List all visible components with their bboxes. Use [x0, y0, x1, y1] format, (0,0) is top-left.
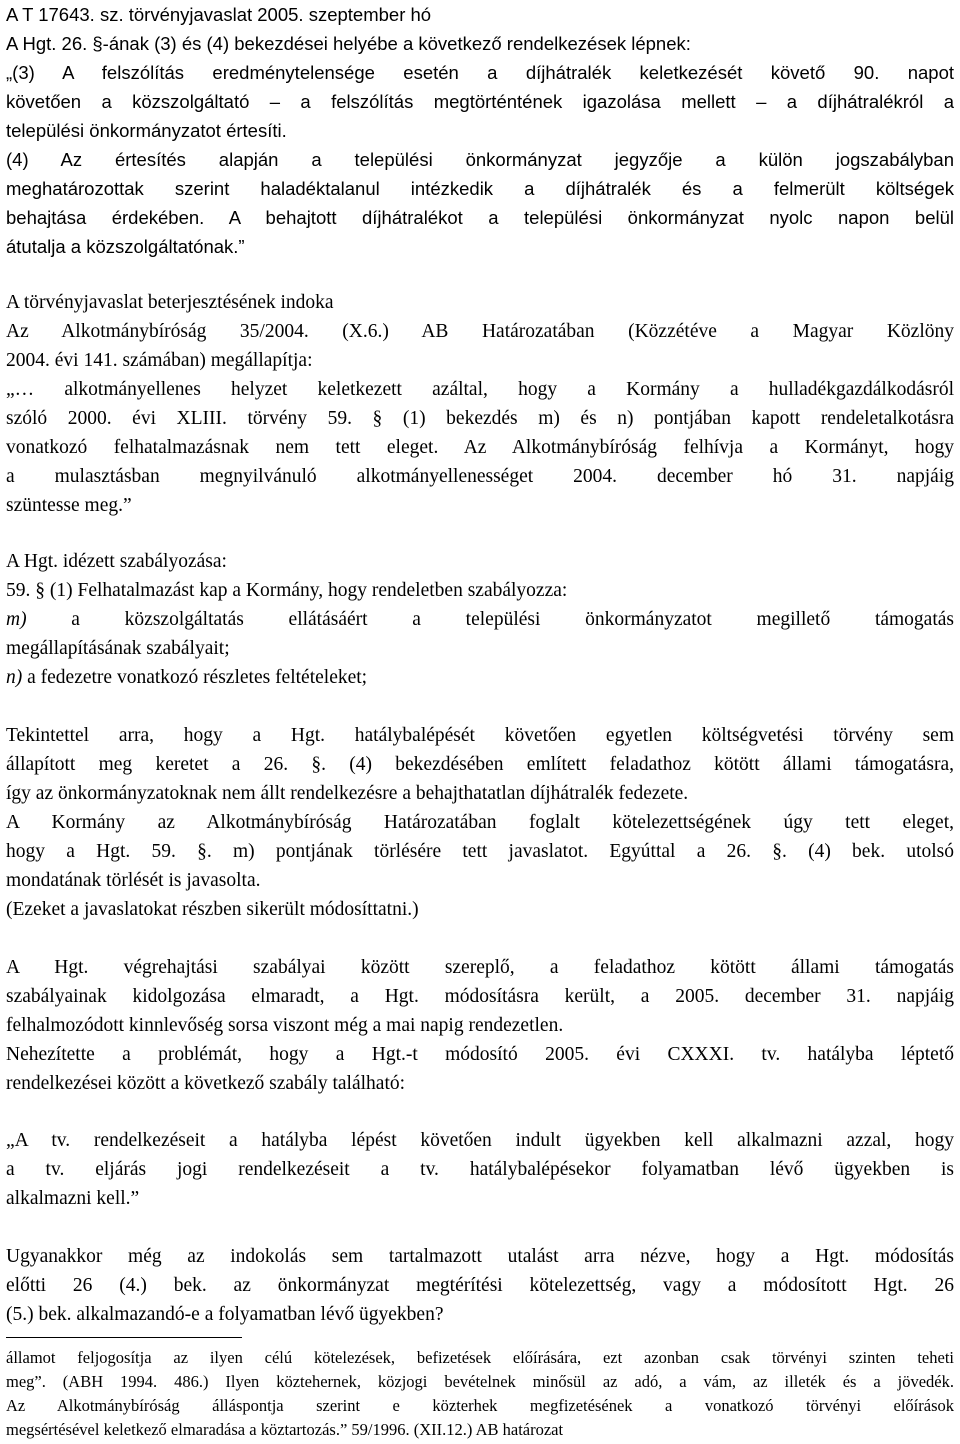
text-line: (Ezeket a javaslatokat részben sikerült módosíttatni.): [6, 899, 419, 920]
item-marker: m): [6, 609, 27, 630]
text-line: Az Alkotmánybíróság 35/2004. (X.6.) AB Határozatában (Közzétéve a Magyar Közlöny: [6, 321, 954, 342]
document-header-line: A T 17643. sz. törvényjavaslat 2005. szeptember hó: [6, 4, 432, 25]
amendment-intro: A Hgt. 26. §-ának (3) és (4) bekezdései helyébe a következő rendelkezések lépnek:: [6, 33, 691, 54]
footnote-line: meg”. (ABH 1994. 486.) Ilyen köztehernek, közjogi bevételnek minősül az adó, a vám, az illeték és a jövedék.: [6, 1372, 954, 1391]
quote-line: vonatkozó felhatalmazásnak nem tett eleget. Az Alkotmánybíróság felhívja a Kormányt, hogy: [6, 437, 954, 458]
text-line: hogy a Hgt. 59. §. m) pontjának törlésére tett javaslatot. Egyúttal a 26. §. (4) bek. utolsó: [6, 841, 954, 862]
quote-line: a mulasztásban megnyilvánuló alkotmányellenességet 2004. december hó 31. napjáig: [6, 466, 954, 487]
text-line: követően a közszolgáltató – a felszólítás megtörténtének igazolása mellett – a díjhátralékról a: [6, 91, 954, 112]
text-line: A Hgt. végrehajtási szabályai között szereplő, a feladathoz kötött állami támogatás: [6, 957, 954, 978]
text-line: Ugyanakkor még az indokolás sem tartalmazott utalást arra nézve, hogy a Hgt. módosítás: [6, 1246, 954, 1267]
text-line: 59. § (1) Felhatalmazást kap a Kormány, hogy rendeletben szabályozza:: [6, 580, 568, 601]
text-line: Tekintettel arra, hogy a Hgt. hatálybalépését követően egyetlen költségvetési törvény sem: [6, 725, 954, 746]
text-line: így az önkormányzatoknak nem állt rendelkezésre a behajthatatlan díjhátralék fedezete.: [6, 783, 689, 804]
text-line: „(3) A felszólítás eredménytelensége esetén a díjhátralék keletkezését követő 90. napot: [6, 62, 954, 83]
text-line: Nehezítette a problémát, hogy a Hgt.-t módosító 2005. évi CXXXI. tv. hatályba léptető: [6, 1044, 954, 1065]
quote-line: a tv. eljárás jogi rendelkezéseit a tv. hatálybalépésekor folyamatban lévő ügyekben is: [6, 1159, 954, 1180]
quote-line: alkalmazni kell.”: [6, 1188, 140, 1209]
footnote-line: Az Alkotmánybíróság álláspontja szerint e közterhek megfizetésének a vonatkozó törvényi előírások: [6, 1396, 954, 1415]
text-line: felhalmozódott kinnlevőség sorsa viszont még a mai napig rendezetlen.: [6, 1015, 564, 1036]
text-line: (4) Az értesítés alapján a települési önkormányzat jegyzője a külön jogszabályban: [6, 149, 954, 170]
text-line: (5.) bek. alkalmazandó-e a folyamatban lévő ügyekben?: [6, 1304, 444, 1325]
item-marker: n): [6, 667, 23, 688]
text-line: 2004. évi 141. számában) megállapítja:: [6, 350, 313, 371]
text-line: állapított meg keretet a 26. §. (4) bekezdésében említett feladathoz kötött állami támogatásra,: [6, 754, 954, 775]
footnote-line: államot feljogosítja az ilyen célú kötelezések, befizetések előírására, ezt azonban csak törvényi szinten teheti: [6, 1348, 954, 1367]
section-heading: A törvényjavaslat beterjesztésének indoka: [6, 292, 334, 313]
quote-line: „… alkotmányellenes helyzet keletkezett azáltal, hogy a Kormány a hulladékgazdálkodásról: [6, 379, 954, 400]
text-line: szabályainak kidolgozása elmaradt, a Hgt. módosításra került, a 2005. december 31. napjáig: [6, 986, 954, 1007]
text-line: A Kormány az Alkotmánybíróság Határozatában foglalt kötelezettségének úgy tett eleget,: [6, 812, 954, 833]
text-line: n) a fedezetre vonatkozó részletes feltételeket;: [6, 667, 368, 688]
text-line: átutalja a közszolgáltatónak.”: [6, 236, 245, 257]
text-line: m) a közszolgáltatás ellátásáért a települési önkormányzatot megillető támogatás: [6, 609, 954, 630]
text-line: mondatának törlését is javasolta.: [6, 870, 261, 891]
text-line: megállapításának szabályait;: [6, 638, 230, 659]
text-line: rendelkezései között a következő szabály található:: [6, 1073, 406, 1094]
quote-line: szüntesse meg.”: [6, 495, 132, 516]
text-line: meghatározottak szerint haladéktalanul intézkedik a díjhátralék és a felmerült költségek: [6, 178, 954, 199]
section-heading: A Hgt. idézett szabályozása:: [6, 551, 227, 572]
text-line: települési önkormányzatot értesíti.: [6, 120, 287, 141]
text-line: előtti 26 (4.) bek. az önkormányzat megtérítési kötelezettség, vagy a módosított Hgt. 26: [6, 1275, 954, 1296]
quote-line: „A tv. rendelkezéseit a hatályba lépést követően indult ügyekben kell alkalmazni azzal, hogy: [6, 1130, 954, 1151]
footnote-line: megsértésével keletkező elmaradása a köztartozás.” 59/1996. (XII.12.) AB határozat: [6, 1420, 564, 1439]
text-line: behajtása érdekében. A behajtott díjhátralékot a települési önkormányzat nyolc napon belül: [6, 207, 954, 228]
quote-line: szóló 2000. évi XLIII. törvény 59. § (1) bekezdés m) és n) pontjában kapott rendeletalkotásra: [6, 408, 954, 429]
footnote-separator: [6, 1337, 242, 1338]
